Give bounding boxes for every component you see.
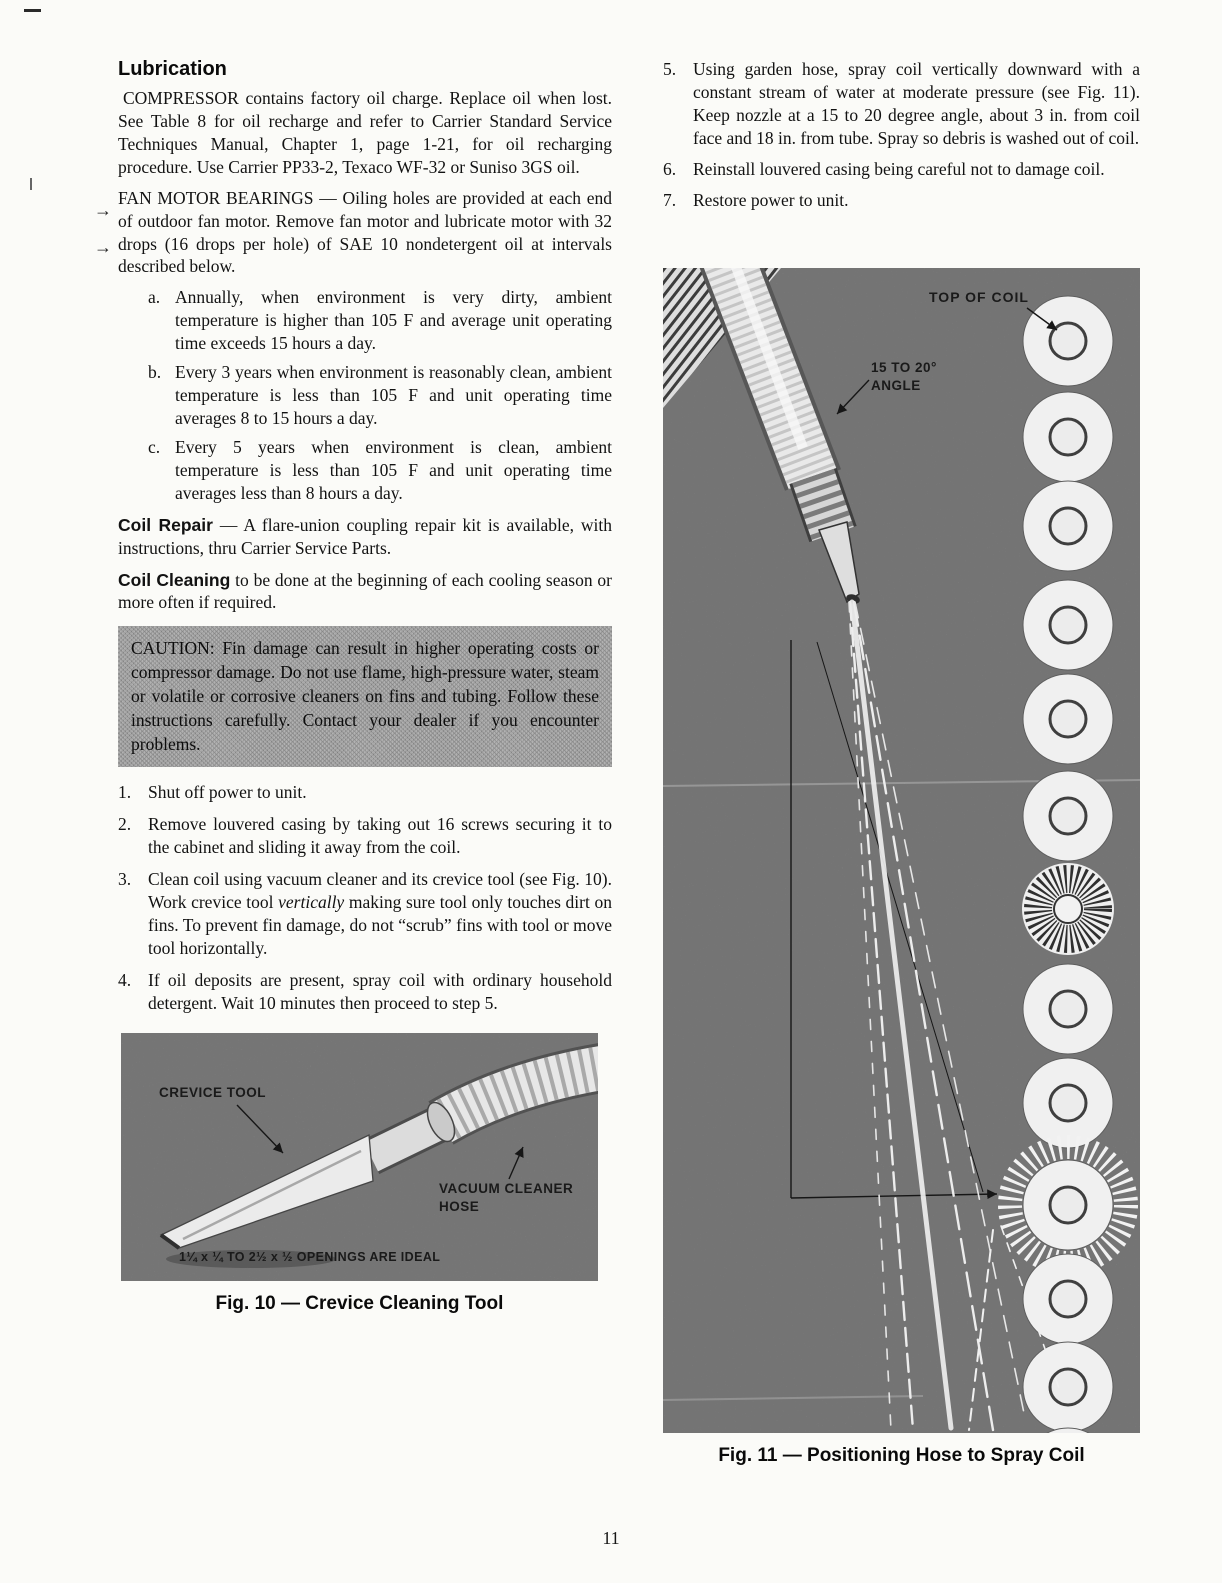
list-text: Annually, when environment is very dirty, ambient temperature is higher than 105 F and average unit operating time exceeds 15 hours a day.: [175, 287, 612, 354]
step-6: [663, 158, 1140, 181]
revision-arrow: →: [94, 200, 112, 220]
section-heading-lubrication: Lubrication: [118, 58, 227, 80]
figure-10: [121, 1033, 598, 1315]
coil-cleaning-text: to be done at the beginning of each cooling season or more often if required.: [118, 569, 612, 613]
figure-11: [663, 268, 1140, 1467]
openings-label: 1¼ x ¼ TO 2½ x ½ OPENINGS ARE IDEAL: [179, 1249, 441, 1264]
right-column: [663, 58, 1140, 1467]
left-column: [118, 58, 612, 1315]
vacuum-hose-label-line1: VACUUM CLEANER: [439, 1180, 574, 1196]
crevice-tool-label: CREVICE TOOL: [159, 1084, 267, 1100]
step-text: [148, 868, 612, 960]
list-marker: a.: [148, 287, 161, 308]
coil-cleaning-paragraph: [118, 569, 612, 615]
step-text: If oil deposits are present, spray coil with ordinary household detergent. Wait 10 minutes then proceed to step 5.: [148, 969, 612, 1013]
step-7: [663, 189, 1140, 212]
compressor-paragraph: COMPRESSOR contains factory oil charge. Replace oil when lost. See Table 8 for oil recharge and refer to Carrier Standard Service Techniques Manual, Chapter 1, page 1-21, for oil recharging procedure. Use Carrier PP33-2, Texaco WF-32 or Suniso 3GS oil.: [118, 88, 612, 177]
vacuum-hose-label-line2: HOSE: [439, 1198, 480, 1214]
list-text: Every 3 years when environment is reasonably clean, ambient temperature is less than 105 F and unit operating time averages 8 to 15 hours a day.: [175, 362, 612, 428]
fig10-caption: Fig. 10 — Crevice Cleaning Tool: [215, 1292, 504, 1314]
fig11-caption: Fig. 11 — Positioning Hose to Spray Coil: [718, 1444, 1085, 1466]
step-text: Using garden hose, spray coil vertically downward with a constant stream of water at moderate pressure (see Fig. 11). Keep nozzle at a 15 to 20 degree angle, about 3 in. from coil face and 18 in. from tube. Spray so debris is washed out of coil.: [693, 59, 1140, 148]
step-text-a: Clean coil using vacuum cleaner and its crevice tool (see Fig. 10). Work crevice tool: [148, 869, 612, 913]
coil-repair-paragraph: [118, 514, 612, 560]
list-item-c: [148, 436, 612, 505]
page-number: 11: [602, 1528, 620, 1548]
step-number: 2.: [118, 814, 132, 835]
step-number: 4.: [118, 969, 132, 990]
scan-artifact-tick: [30, 178, 32, 190]
step-text: Reinstall louvered casing being careful not to damage coil.: [693, 158, 1105, 179]
fan-blade-tube-face: [1022, 863, 1114, 955]
step-5: [663, 58, 1140, 150]
step-number: 3.: [118, 869, 132, 890]
step-number: 6.: [663, 158, 677, 179]
step-4: [118, 969, 612, 1015]
list-item-b: [148, 361, 612, 430]
step-number: 1.: [118, 782, 132, 803]
angle-label-line1: 15 TO 20°: [871, 359, 937, 375]
step-text: Restore power to unit.: [693, 189, 849, 210]
step-text-italic: vertically: [278, 892, 345, 913]
fan-motor-paragraph: FAN MOTOR BEARINGS — Oiling holes are provided at each end of outdoor fan motor. Remove fan motor and lubricate motor with 32 drops (16 drops per hole) of SAE 10 nondetergent oil at intervals described below.: [118, 187, 612, 277]
angle-label-line2: ANGLE: [871, 377, 921, 393]
step-text-b: making sure tool only touches dirt on fins. To prevent fin damage, do not “scrub” fins with tool or move tool horizontally.: [148, 892, 612, 958]
step-3: [118, 868, 612, 960]
step-number: 7.: [663, 189, 677, 210]
step-text: Shut off power to unit.: [148, 782, 307, 803]
step-2: [118, 813, 612, 859]
coil-repair-runin-heading: Coil Repair: [118, 514, 213, 535]
list-marker: b.: [148, 362, 162, 383]
fig10-illustration: [121, 1033, 598, 1281]
coil-cleaning-runin-heading: Coil Cleaning: [118, 569, 231, 590]
step-text: Remove louvered casing by taking out 16 screws securing it to the cabinet and sliding it away from the coil.: [148, 814, 612, 858]
list-item-a: [148, 286, 612, 355]
coil-repair-text: — A flare-union coupling repair kit is available, with instructions, thru Carrier Service Parts.: [118, 514, 613, 558]
list-text: Every 5 years when environment is clean, ambient temperature is less than 105 F and unit operating time averages less than 8 hours a day.: [175, 436, 612, 503]
fig11-illustration: [663, 268, 1140, 1433]
list-marker: c.: [148, 436, 161, 457]
step-number: 5.: [663, 59, 677, 79]
top-of-coil-label: TOP OF COIL: [929, 288, 1029, 305]
step-1: [118, 781, 612, 804]
revision-arrow: →: [94, 237, 112, 257]
scan-artifact-dash: [24, 9, 41, 12]
caution-box: CAUTION: Fin damage can result in higher operating costs or compressor damage. Do not use flame, high-pressure water, steam or volatile or corrosive cleaners on fins and tubing. Follow these instructions carefully. Contact your dealer if you encounter problems.: [118, 626, 612, 767]
